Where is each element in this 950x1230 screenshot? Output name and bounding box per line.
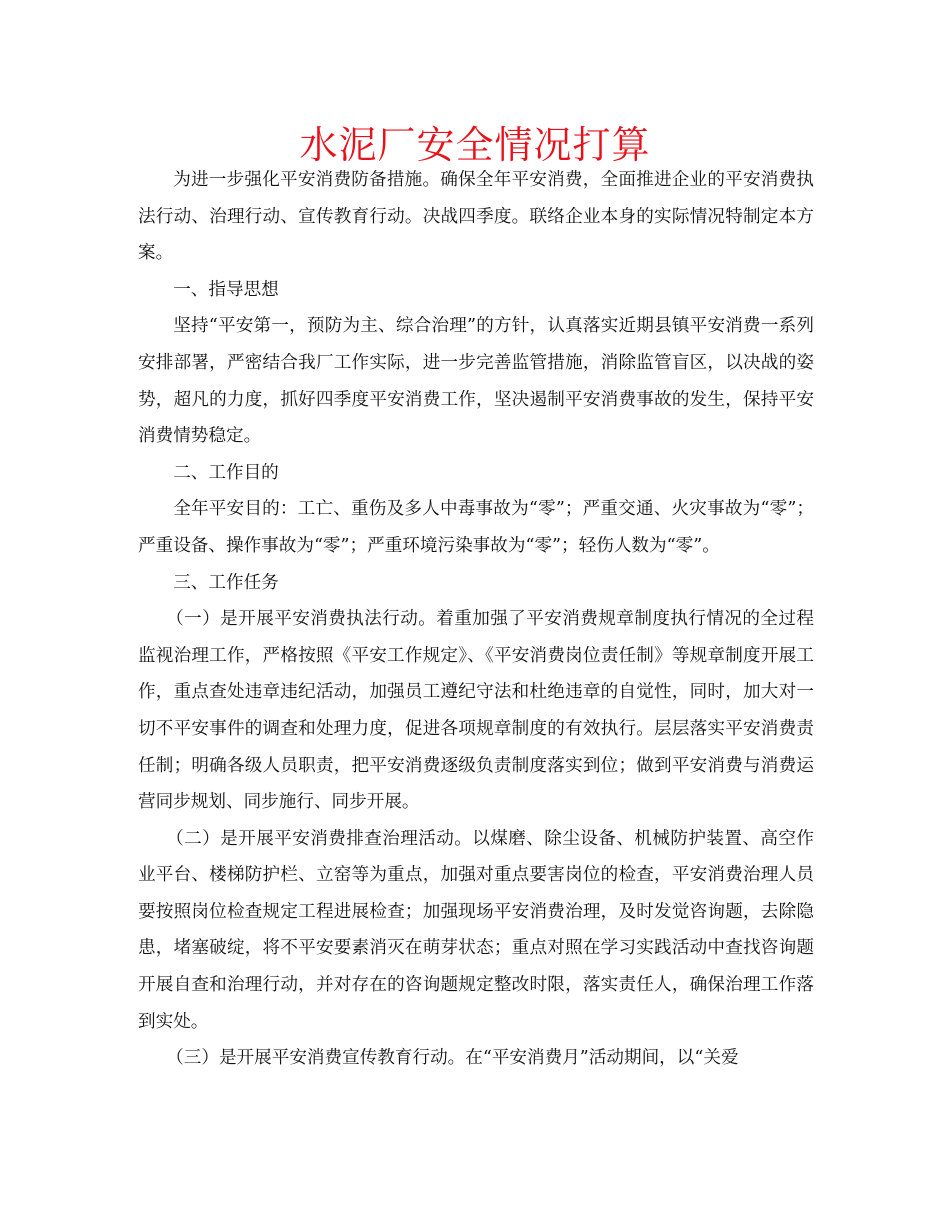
- task-three-paragraph: （三）是开展平安消费宣传教育行动。在“平安消费月”活动期间，以“关爱: [166, 1048, 739, 1069]
- task-one-paragraph: （一）是开展平安消费执法行动。着重加强了平安消费规章制度执行情况的全过程监视治理工作，严格按照《平安工作规定》、《平安消费岗位责任制》等规章制度开展工作，重点查处违章违纪活动，加强员工遵纪守法和杜绝违章的自觉性，同时，加大对一切不平安事件的调查和处理力度，促进各项规章制度的有效执行。层层落实平安消费责任制；明确各级人员职责，把平安消费逐级负责制度落实到位；做到平安消费与消费运营同步规划、同步施行、同步开展。: [138, 609, 814, 813]
- task-two-paragraph: （二）是开展平安消费排查治理活动。以煤磨、除尘设备、机械防护装置、高空作业平台、楼梯防护栏、立窑等为重点，加强对重点要害岗位的检查，平安消费治理人员要按照岗位检查规定工程进展检查；加强现场平安消费治理，及时发觉咨询题，去除隐患，堵塞破绽，将不平安要素消灭在萌芽状态；重点对照在学习实践活动中查找咨询题开展自查和治理行动，并对存在的咨询题规定整改时限，落实责任人，确保治理工作落到实处。: [138, 828, 814, 1032]
- work-goals-paragraph: 全年平安目的：工亡、重伤及多人中毒事故为“零”；严重交通、火灾事故为“零”；严重设备、操作事故为“零”；严重环境污染事故为“零”；轻伤人数为“零”。: [138, 499, 814, 556]
- guiding-thought-paragraph: 坚持“平安第一，预防为主、综合治理”的方针，认真落实近期县镇平安消费一系列安排部署，严密结合我厂工作实际，进一步完善监管措施，消除监管盲区，以决战的姿势，超凡的力度，抓好四季度平安消费工作，坚决遏制平安消费事故的发生，保持平安消费情势稳定。: [138, 316, 814, 447]
- section-heading-guiding-thought: 一、指导思想: [173, 279, 279, 300]
- section-heading-work-goals: 二、工作目的: [173, 462, 279, 483]
- document-body: [138, 162, 814, 1077]
- document-title: 水泥厂安全情况打算: [299, 123, 651, 167]
- intro-paragraph: 为进一步强化平安消费防备措施。确保全年平安消费，全面推进企业的平安消费执法行动、治理行动、宣传教育行动。决战四季度。联络企业本身的实际情况特制定本方案。: [138, 170, 814, 264]
- section-heading-work-tasks: 三、工作任务: [173, 572, 279, 593]
